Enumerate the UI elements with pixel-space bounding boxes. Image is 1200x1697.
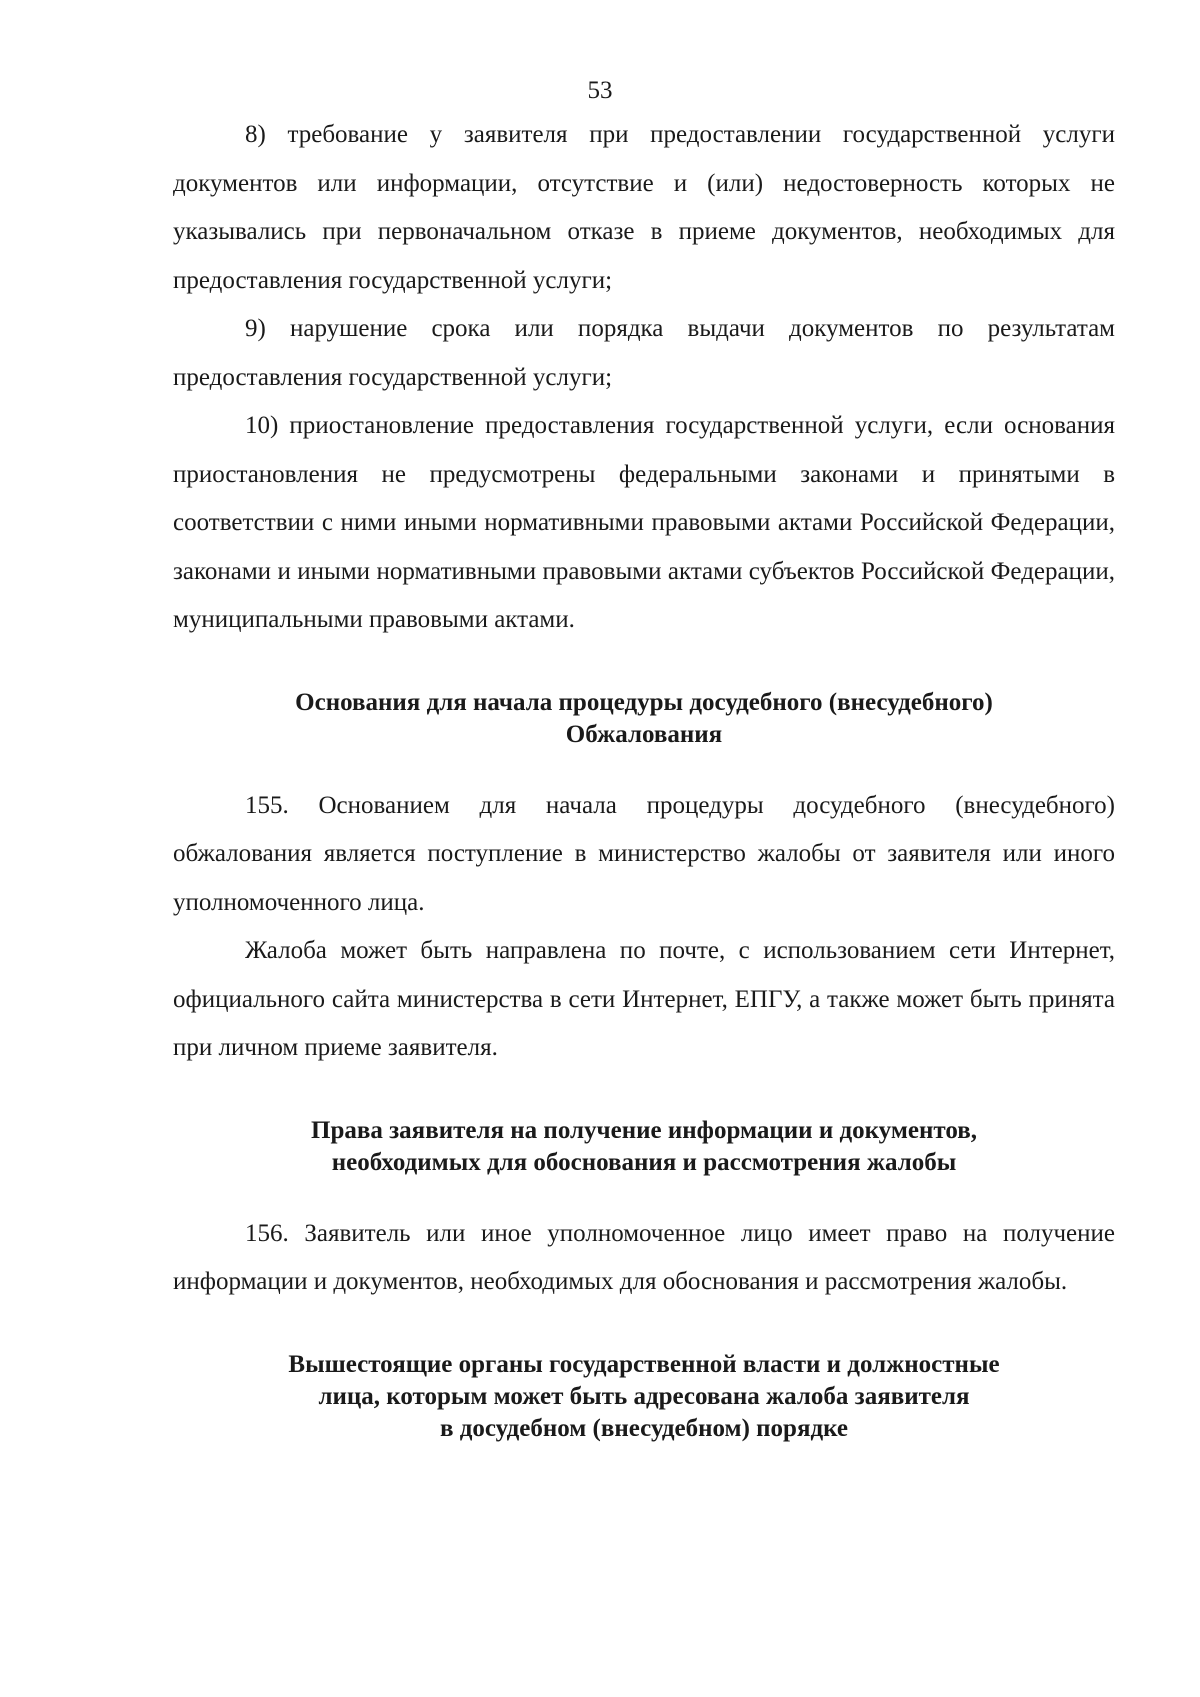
heading-line: Права заявителя на получение информации и документов,: [311, 1116, 977, 1144]
paragraph-item-10: 10) приостановление предоставления государственной услуги, если основания приостановления не предусмотрены федеральными законами и принятыми в соответствии с ними иными нормативными правовыми актами Российской Федерации, законами и иными нормативными правовыми актами субъектов Российской Федерации, муниципальными правовыми актами.: [173, 412, 1115, 633]
heading-line: необходимых для обоснования и рассмотрения жалобы: [331, 1148, 957, 1176]
page-number: 53: [587, 77, 613, 104]
heading-line: Основания для начала процедуры досудебного (внесудебного): [295, 688, 993, 716]
paragraph-item-9: 9) нарушение срока или порядка выдачи документов по результатам предоставления государственной услуги;: [173, 315, 1115, 391]
paragraph-complaint-submission: Жалоба может быть направлена по почте, с использованием сети Интернет, официального сайта министерства в сети Интернет, ЕПГУ, а также может быть принята при личном приеме заявителя.: [173, 937, 1115, 1061]
heading-line: Обжалования: [565, 720, 723, 748]
section-heading-higher-authorities: [173, 1349, 1115, 1445]
heading-line: лица, которым может быть адресована жалоба заявителя: [318, 1382, 970, 1410]
heading-line: Вышестоящие органы государственной власти и должностные: [288, 1350, 1000, 1378]
heading-line: в досудебном (внесудебном) порядке: [440, 1414, 848, 1442]
paragraph-156: 156. Заявитель или иное уполномоченное лицо имеет право на получение информации и документов, необходимых для обоснования и рассмотрения жалобы.: [173, 1219, 1115, 1295]
section-heading-grounds: [173, 687, 1115, 751]
paragraph-item-8: 8) требование у заявителя при предоставлении государственной услуги документов или информации, отсутствие и (или) недостоверность которых не указывались при первоначальном отказе в приеме документов, необходимых для предоставления государственной услуги;: [173, 121, 1115, 294]
section-heading-rights: [173, 1115, 1115, 1179]
document-body: [173, 111, 1115, 1445]
paragraph-155: 155. Основанием для начала процедуры досудебного (внесудебного) обжалования является поступление в министерство жалобы от заявителя или иного уполномоченного лица.: [173, 791, 1115, 916]
